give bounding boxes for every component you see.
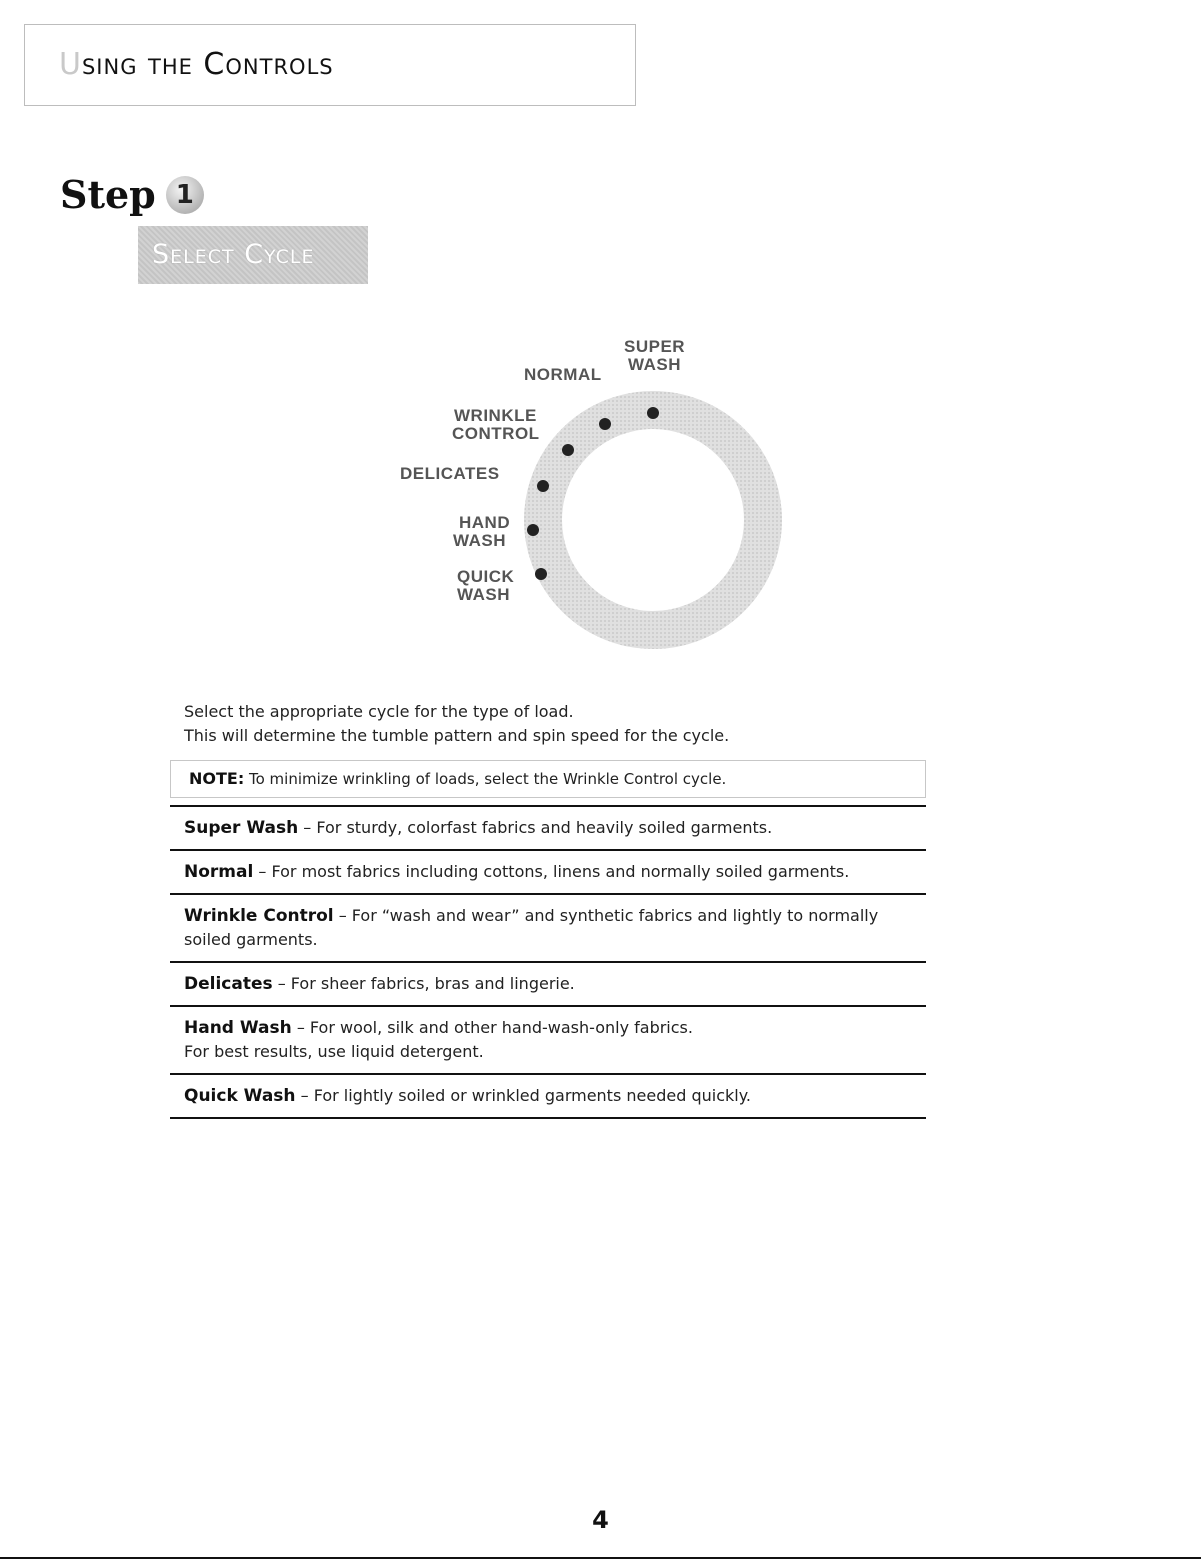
dial-label-wrinkle: WRINKLE: [454, 406, 537, 425]
cycle-desc: – For lightly soiled or wrinkled garments needed quickly.: [295, 1086, 751, 1105]
dial-dot-wrinkle-control[interactable]: [562, 444, 574, 456]
note-text: To minimize wrinkling of loads, select the Wrinkle Control cycle.: [244, 770, 727, 788]
dial-label-normal: NORMAL: [524, 365, 602, 384]
intro-line-1: Select the appropriate cycle for the type of load.: [184, 702, 574, 721]
cycle-dial: [360, 320, 800, 680]
dial-label-super-wash: WASH: [628, 355, 681, 374]
dial-dot-quick-wash[interactable]: [535, 568, 547, 580]
dial-label-super: SUPER: [624, 337, 686, 356]
dial-dot-hand-wash[interactable]: [527, 524, 539, 536]
cycle-extra: For best results, use liquid detergent.: [184, 1042, 484, 1061]
dial-label-quick-wash: WASH: [457, 585, 510, 604]
cycle-name: Normal: [184, 862, 254, 882]
step-heading: [60, 172, 204, 217]
dial-label-hand: HAND: [459, 513, 511, 532]
cycle-desc: – For sheer fabrics, bras and lingerie.: [272, 974, 575, 993]
cycle-name: Super Wash: [184, 818, 299, 838]
note-box: [170, 760, 926, 798]
cycle-desc: – For most fabrics including cottons, linens and normally soiled garments.: [253, 862, 850, 881]
page-title-text: sing the Controls: [81, 47, 334, 82]
dial-ring[interactable]: [543, 410, 763, 630]
page-number: 4: [592, 1506, 609, 1534]
dial-dot-delicates[interactable]: [537, 480, 549, 492]
cycle-name: Quick Wash: [184, 1086, 296, 1106]
step-number-badge: 1: [166, 176, 204, 214]
bottom-rule: [0, 1557, 1201, 1559]
cycle-row-super-wash: [170, 805, 926, 849]
header-box: [24, 24, 636, 106]
cycle-desc: – For “wash and wear” and synthetic fabrics and lightly to normally soiled garments.: [184, 906, 879, 949]
cycle-row-delicates: [170, 961, 926, 1005]
note-label: NOTE:: [189, 769, 245, 788]
cycle-row-quick-wash: [170, 1073, 926, 1119]
intro-line-2: This will determine the tumble pattern and spin speed for the cycle.: [184, 726, 730, 745]
dial-dot-super-wash[interactable]: [647, 407, 659, 419]
step-label: Step: [60, 172, 156, 217]
cycle-desc: – For sturdy, colorfast fabrics and heavily soiled garments.: [298, 818, 773, 837]
page-title-initial: U: [59, 47, 82, 82]
cycle-name: Hand Wash: [184, 1018, 292, 1038]
cycle-name: Wrinkle Control: [184, 906, 334, 926]
dial-label-delicates: DELICATES: [400, 464, 500, 483]
section-title: Select Cycle: [138, 226, 368, 284]
cycle-descriptions: [170, 805, 926, 1119]
cycle-row-normal: [170, 849, 926, 893]
dial-label-control: CONTROL: [452, 424, 540, 443]
dial-label-hand-wash: WASH: [453, 531, 506, 550]
cycle-row-wrinkle-control: [170, 893, 926, 961]
cycle-desc: – For wool, silk and other hand-wash-only fabrics.: [291, 1018, 693, 1037]
dial-dot-normal[interactable]: [599, 418, 611, 430]
cycle-name: Delicates: [184, 974, 273, 994]
page-title: [59, 47, 334, 82]
cycle-row-hand-wash: [170, 1005, 926, 1073]
dial-label-quick: QUICK: [457, 567, 515, 586]
